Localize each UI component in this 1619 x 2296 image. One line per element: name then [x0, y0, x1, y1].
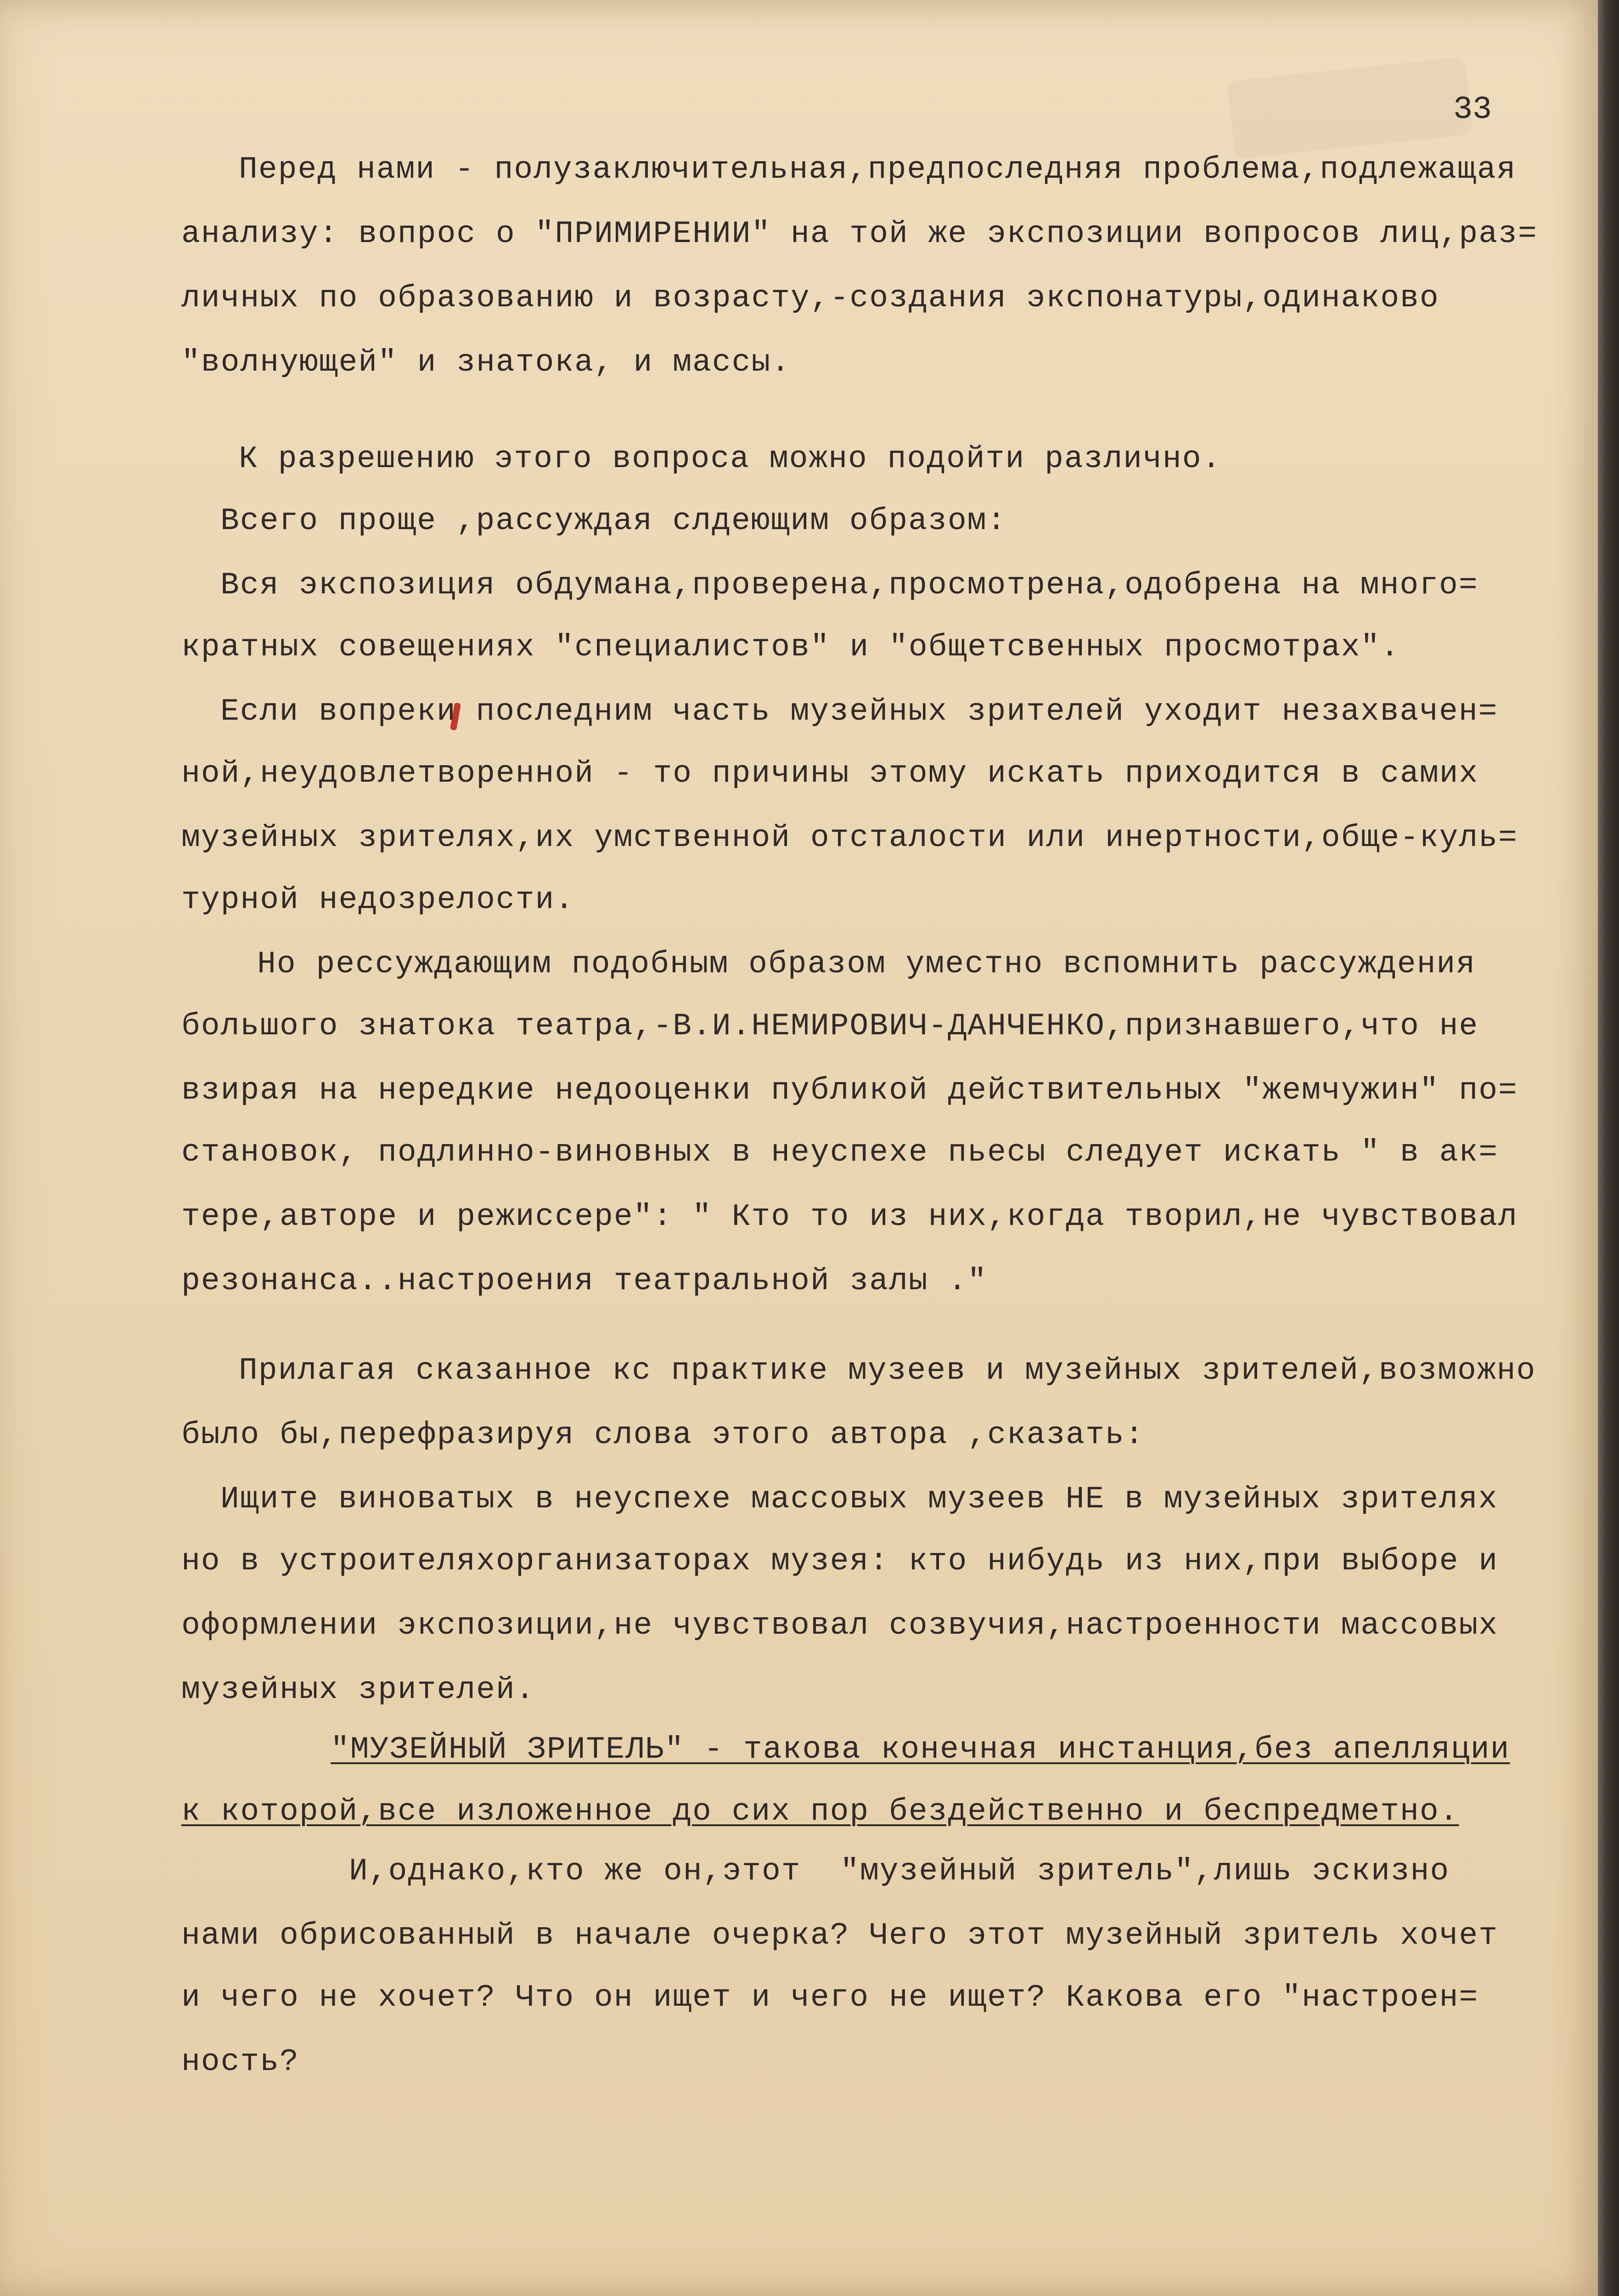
page-number: 33	[1453, 92, 1492, 128]
text-line: И,однако,кто же он,этот "музейный зритель",лишь эскизно	[349, 1854, 1450, 1889]
text-line: Если вопреки последним часть музейных зрителей уходит незахвачен=	[220, 694, 1498, 729]
text-line: "волнующей" и знатока, и массы.	[181, 345, 791, 380]
underlined-line: к которой,все изложенное до сих пор бездейственно и беспредметно.	[181, 1794, 1459, 1829]
text-line: было бы,перефразируя слова этого автора ,сказать:	[181, 1417, 1145, 1453]
text-line: взирая на нередкие недооценки публикой действительных "жемчужин" по=	[181, 1073, 1518, 1108]
text-line: Всего проще ,рассуждая слдеющим образом:	[220, 503, 1007, 539]
text-line: нами обрисованный в начале очерка? Чего этот музейный зритель хочет	[181, 1918, 1499, 1953]
text-line: ной,неудовлетворенной - то причины этому искать приходится в самих	[181, 756, 1479, 791]
text-line: тере,авторе и режиссере": " Кто то из них,когда творил,не чувствовал	[181, 1199, 1518, 1235]
text-line: но в устроителяхорганизаторах музея: кто нибудь из них,при выборе и	[181, 1544, 1499, 1579]
text-line: анализу: вопрос о "ПРИМИРЕНИИ" на той же экспозиции вопросов лиц,раз=	[181, 216, 1538, 252]
text-line: личных по образованию и возрасту,-создания экспонатуры,одинаково	[181, 281, 1439, 316]
page-edge	[1598, 0, 1619, 2296]
text-line: становок, подлинно-виновных в неуспехе пьесы следует искать " в ак=	[181, 1135, 1499, 1170]
text-line: музейных зрителях,их умственной отсталости или инертности,обще-куль=	[181, 820, 1518, 856]
text-line: резонанса..настроения театральной залы ."	[181, 1264, 988, 1299]
text-line: турной недозрелости.	[181, 882, 575, 918]
text-line: музейных зрителей.	[181, 1672, 535, 1708]
text-line: оформлении экспозиции,не чувствовал созвучия,настроенности массовых	[181, 1608, 1499, 1643]
text-line: Перед нами - полузаключительная,предпоследняя проблема,подлежащая	[239, 152, 1517, 187]
faded-stamp	[1227, 56, 1473, 159]
text-line: Прилагая сказанное кс практике музеев и музейных зрителей,возможно	[239, 1353, 1536, 1388]
text-line: Вся экспозиция обдумана,проверена,просмотрена,одобрена на много=	[220, 568, 1478, 603]
underlined-line: "МУЗЕЙНЫЙ ЗРИТЕЛЬ" - такова конечная инстанция,без апелляции	[331, 1732, 1510, 1767]
text-line: К разрешению этого вопроса можно подойти различно.	[239, 441, 1222, 477]
text-line: Ищите виноватых в неуспехе массовых музеев НЕ в музейных зрителях	[220, 1482, 1498, 1517]
text-line: ность?	[181, 2044, 299, 2080]
text-line: и чего не хочет? Что он ищет и чего не ищет? Какова его "настроен=	[181, 1980, 1479, 2015]
text-line: кратных совещениях "специалистов" и "общетсвенных просмотрах".	[181, 630, 1400, 665]
text-line: Но рессуждающим подобным образом уместно вспомнить рассуждения	[257, 947, 1476, 982]
text-line: большого знатока театра,-В.И.НЕМИРОВИЧ-ДАНЧЕНКО,признавшего,что не	[181, 1009, 1479, 1044]
